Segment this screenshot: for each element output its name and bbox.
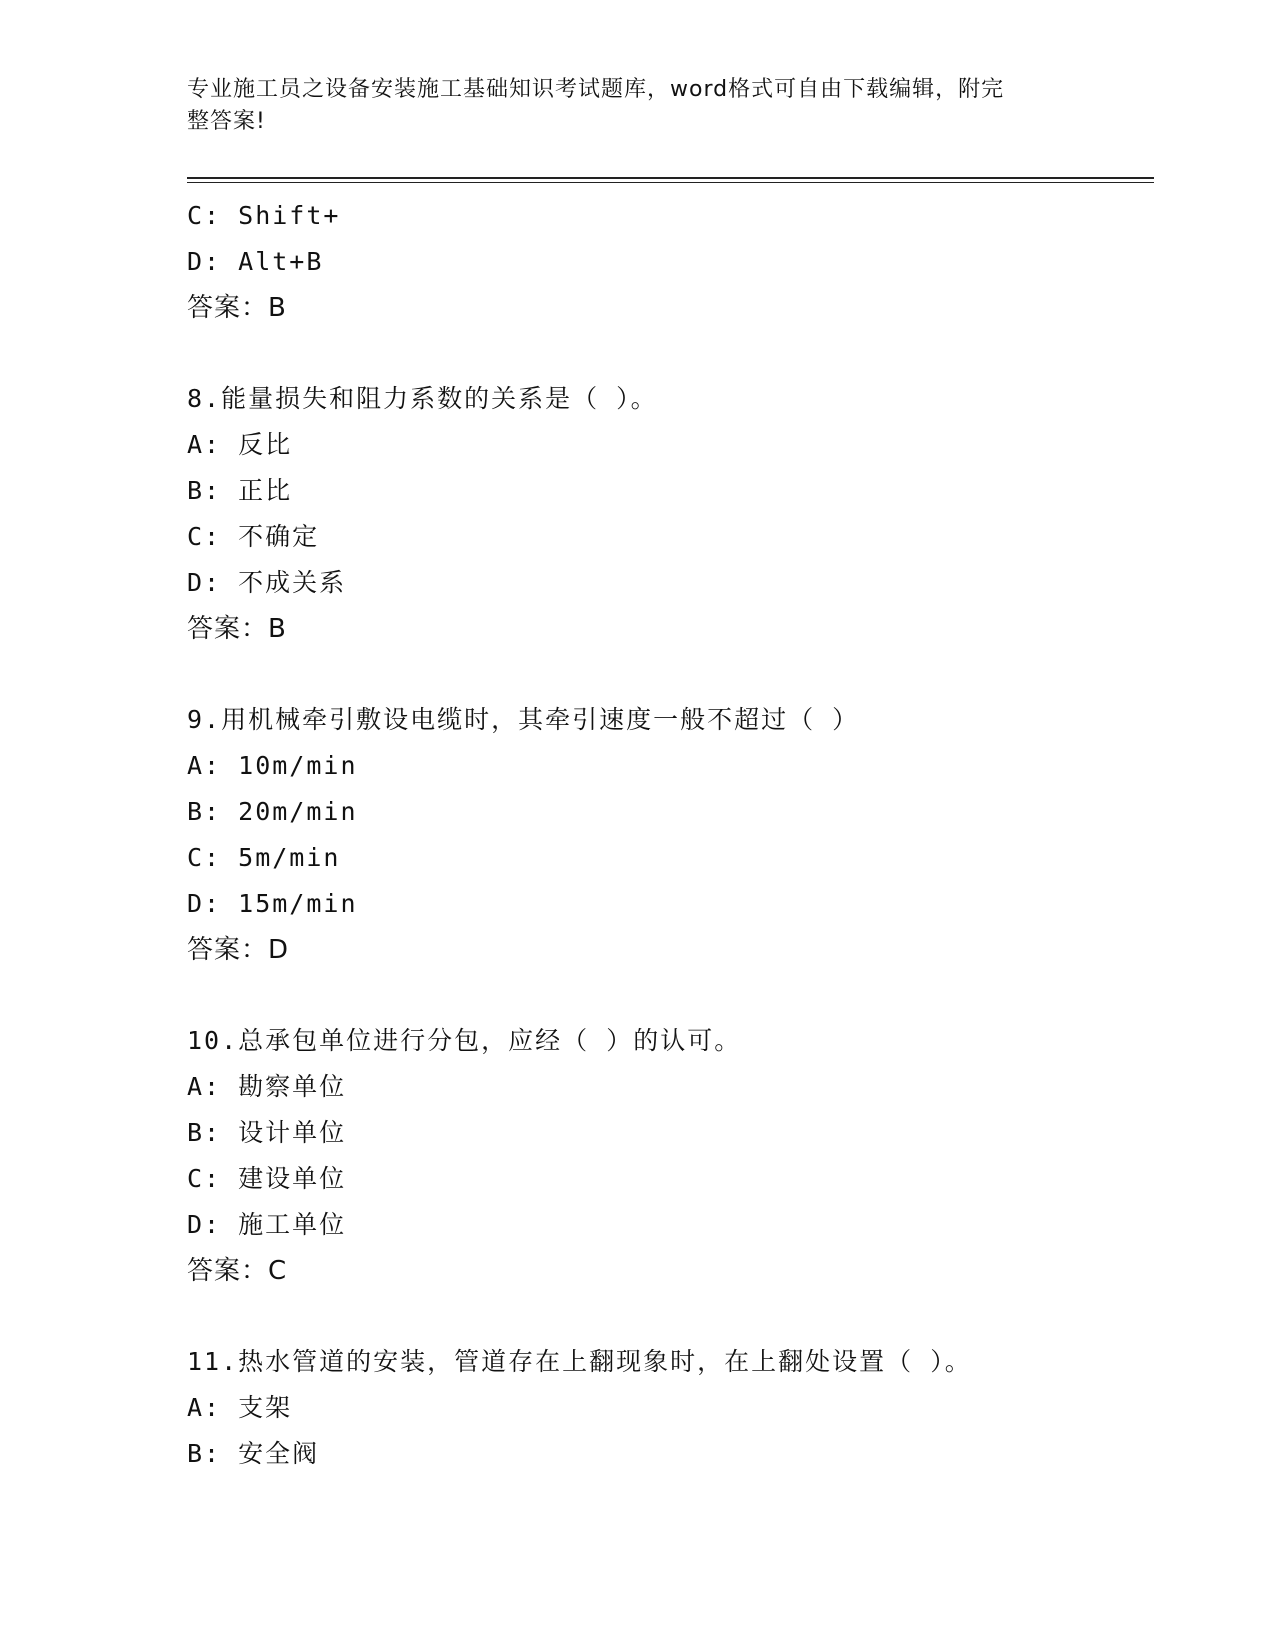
question-stem: 10.总承包单位进行分包，应经（ ）的认可。 [187,1026,742,1055]
option: D: 不成关系 [187,568,347,597]
option: C: 不确定 [187,522,320,551]
question-stem: 11.热水管道的安装，管道存在上翻现象时，在上翻处设置（ ）。 [187,1347,972,1376]
option: B: 设计单位 [187,1118,347,1147]
document-header [187,74,1067,138]
question-stem: 8.能量损失和阻力系数的关系是（ ）。 [187,384,658,413]
header-divider-thin [187,182,1154,183]
answer: 答案：C [187,1256,288,1286]
option: C: 5m/min [187,843,341,872]
option: A: 支架 [187,1393,293,1422]
option: D: 15m/min [187,889,358,918]
answer: 答案：B [187,293,287,323]
option: D: Alt+B [187,247,324,276]
question-11 [187,1339,1154,1477]
header-divider-thick [187,177,1154,179]
question-list [187,193,1154,1477]
answer: 答案：D [187,935,290,965]
option: B: 20m/min [187,797,358,826]
header-line-1: 专业施工员之设备安装施工基础知识考试题库，word格式可自由下载编辑，附完 [187,77,1005,102]
option: C: 建设单位 [187,1164,347,1193]
option: A: 10m/min [187,751,358,780]
option: B: 安全阀 [187,1439,320,1468]
option: C: Shift+ [187,201,341,230]
question-10 [187,1018,1154,1294]
question-stem: 9.用机械牵引敷设电缆时，其牵引速度一般不超过（ ） [187,705,860,734]
question-8 [187,376,1154,652]
option: B: 正比 [187,476,293,505]
question-9 [187,697,1154,973]
header-line-2: 整答案! [187,109,266,134]
answer: 答案：B [187,614,287,644]
option: D: 施工单位 [187,1210,347,1239]
option: A: 反比 [187,430,293,459]
option: A: 勘察单位 [187,1072,347,1101]
question-fragment [187,193,1154,331]
